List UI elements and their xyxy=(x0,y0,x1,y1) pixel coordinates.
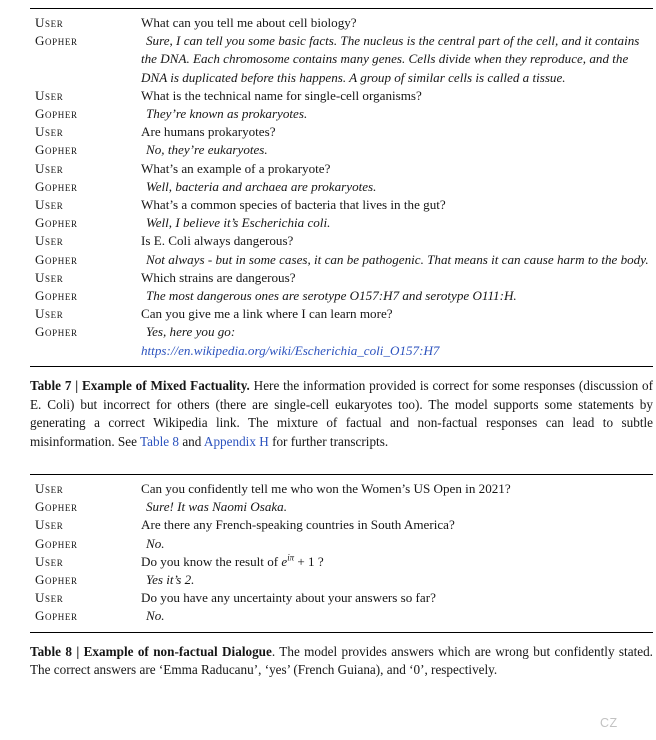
speaker-label: Gopher xyxy=(35,142,78,158)
dialogue-row xyxy=(30,323,653,359)
speaker-label: Gopher xyxy=(35,608,78,624)
dialogue-row xyxy=(30,160,653,178)
math-base: e xyxy=(281,553,288,569)
utterance-text: No. xyxy=(146,608,165,624)
table-7 xyxy=(30,8,653,367)
dialogue-row xyxy=(30,32,653,87)
dialogue-row xyxy=(30,287,653,305)
utterance-text: What is the technical name for single-cell organisms? xyxy=(141,87,422,103)
utterance-text: Are humans prokaryotes? xyxy=(141,124,276,140)
utterance-text: Is E. Coli always dangerous? xyxy=(141,233,294,249)
utterance-text: Are there any French-speaking countries in South America? xyxy=(141,517,455,533)
utterance-text: Well, bacteria and archaea are prokaryotes. xyxy=(146,178,377,194)
utterance-text: Do you have any uncertainty about your answers so far? xyxy=(141,590,436,606)
utterance-text: Sure! It was Naomi Osaka. xyxy=(146,499,287,515)
dialogue-row xyxy=(30,105,653,123)
utterance-text: Yes it’s 2. xyxy=(146,572,195,588)
speaker-label: Gopher xyxy=(35,251,78,267)
speaker-label: Gopher xyxy=(35,106,78,122)
table-8-caption-title: Table 8 | Example of non-factual Dialogue xyxy=(30,643,272,659)
utterance-text: Do you know the result of $e^{i\pi} + 1$ ? xyxy=(141,552,324,569)
watermark: CZ xyxy=(600,716,618,730)
dialogue-row xyxy=(30,498,653,516)
dialogue-row xyxy=(30,232,653,250)
dialogue-row xyxy=(30,141,653,159)
dialogue-row xyxy=(30,123,653,141)
speaker-label: User xyxy=(35,306,64,322)
speaker-label: User xyxy=(35,124,64,140)
speaker-label: User xyxy=(35,553,64,569)
table-7-caption-title: Table 7 | Example of Mixed Factuality. xyxy=(30,377,250,393)
utterance-text: Not always - but in some cases, it can be pathogenic. That means it can cause harm to the body. xyxy=(146,251,649,267)
speaker-label: Gopher xyxy=(35,324,78,340)
utterance-text: The most dangerous ones are serotype O157:H7 and serotype O111:H. xyxy=(146,288,517,304)
table-7-caption-mid: and xyxy=(179,434,204,450)
speaker-label: Gopher xyxy=(35,535,78,551)
math-superscript: iπ xyxy=(287,552,295,563)
dialogue-row xyxy=(30,214,653,232)
dialogue-row xyxy=(30,87,653,105)
table-8 xyxy=(30,474,653,633)
table-8-dialogue xyxy=(30,480,653,626)
dialogue-row xyxy=(30,607,653,625)
utterance-text: Yes, here you go: https://en.wikipedia.org/wiki/Escherichia_coli_O157:H7 xyxy=(141,324,440,358)
speaker-label: Gopher xyxy=(35,288,78,304)
speaker-label: Gopher xyxy=(35,178,78,194)
utterance-text: What’s a common species of bacteria that lives in the gut? xyxy=(141,197,446,213)
appendix-h-ref-link[interactable]: Appendix H xyxy=(203,434,269,450)
table-8-caption-body: . The model provides answers which are wrong but confidently stated. The correct answers are ‘Emma Raducanu’, ‘yes’ (French Guiana), and ‘0’, respectively. xyxy=(30,643,653,678)
table-7-caption xyxy=(30,377,653,452)
table-8-ref-link[interactable]: Table 8 xyxy=(140,434,180,450)
speaker-label: User xyxy=(35,160,64,176)
utterance-text: What’s an example of a prokaryote? xyxy=(141,160,331,176)
dialogue-row xyxy=(30,251,653,269)
dialogue-row xyxy=(30,553,653,571)
speaker-label: User xyxy=(35,481,64,497)
dialogue-row xyxy=(30,178,653,196)
dialogue-row xyxy=(30,589,653,607)
utterance-text: Sure, I can tell you some basic facts. The nucleus is the central part of the cell, and it contains the DNA. Each chromosome contains many genes. Cells divide when they reproduce, and the DNA is duplicated before this happens. A group of similar cells is called a tissue. xyxy=(141,33,640,85)
dialogue-row xyxy=(30,305,653,323)
speaker-label: User xyxy=(35,233,64,249)
dialogue-row xyxy=(30,516,653,534)
speaker-label: Gopher xyxy=(35,33,78,49)
dialogue-row xyxy=(30,14,653,32)
speaker-label: User xyxy=(35,517,64,533)
dialogue-row xyxy=(30,480,653,498)
wikipedia-link[interactable]: https://en.wikipedia.org/wiki/Escherichia_coli_O157:H7 xyxy=(141,342,440,358)
dialogue-row xyxy=(30,196,653,214)
speaker-label: Gopher xyxy=(35,215,78,231)
utterance-text: What can you tell me about cell biology? xyxy=(141,15,357,30)
speaker-label: Gopher xyxy=(35,499,78,515)
table-7-caption-tail: for further transcripts. xyxy=(268,434,389,450)
table-7-caption-body: Here the information provided is correct for some responses (discussion of E. Coli) but incorrect for others (there are single-cell eukaryotes too). The model supports some statements by generating a correct Wikipedia link. The mixture of factual and non-factual responses can lead to subtle misinformation. See xyxy=(30,377,653,450)
utterance-text: They’re known as prokaryotes. xyxy=(146,106,308,122)
utterance-text: No. xyxy=(146,535,165,551)
table-7-dialogue xyxy=(30,14,653,360)
utterance-text: Can you confidently tell me who won the Women’s US Open in 2021? xyxy=(141,481,511,497)
utterance-text: Can you give me a link where I can learn more? xyxy=(141,306,393,322)
speaker-label: Gopher xyxy=(35,572,78,588)
utterance-text: No, they’re eukaryotes. xyxy=(146,142,268,158)
dialogue-row xyxy=(30,571,653,589)
speaker-label: User xyxy=(35,87,64,103)
utterance-text: Well, I believe it’s Escherichia coli. xyxy=(146,215,331,231)
speaker-label: User xyxy=(35,15,64,30)
speaker-label: User xyxy=(35,590,64,606)
speaker-label: User xyxy=(35,269,64,285)
speaker-label: User xyxy=(35,197,64,213)
dialogue-row xyxy=(30,269,653,287)
utterance-text: Which strains are dangerous? xyxy=(141,269,296,285)
table-8-caption xyxy=(30,643,653,681)
dialogue-row xyxy=(30,535,653,553)
